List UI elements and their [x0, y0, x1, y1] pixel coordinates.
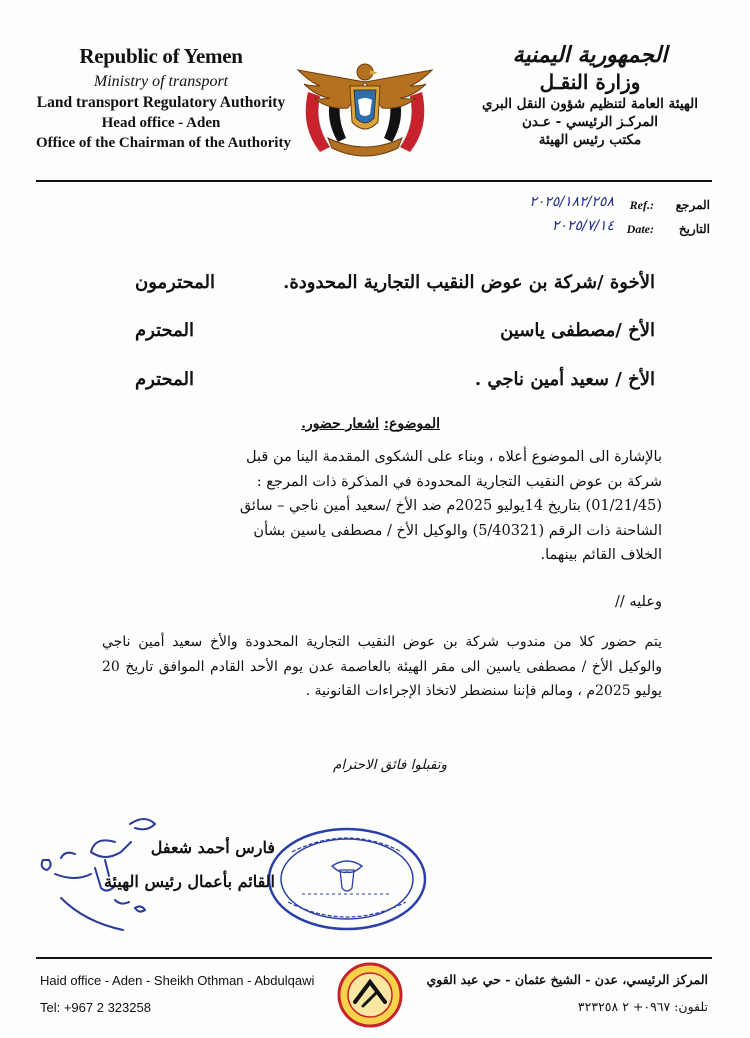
date-value: ٢٠٢٥/٧/١٤ — [551, 218, 614, 234]
ref-value: ٢٠٢٥/١٨٢/٢٥٨ — [529, 194, 614, 210]
addressee-agent — [135, 320, 655, 341]
subject-line — [301, 416, 440, 432]
header-authority-en: Land transport Regulatory Authority — [36, 94, 286, 111]
addressee-name: الأخوة /شركة بن عوض النقيب التجارية المحدودة. — [283, 272, 655, 293]
header-english — [36, 44, 291, 152]
footer-address-ar: المركز الرئيسي، عدن - الشيخ عثمان - حي عبد القوي — [426, 972, 708, 987]
reference-row — [480, 196, 710, 220]
header-arabic — [470, 42, 710, 148]
header-office-ar: المركـز الرئيسي - عـدن — [521, 114, 659, 130]
paragraph-line: الخلاف القائم بينهما. — [540, 547, 662, 563]
subject-text: اشعار حضور. — [301, 416, 379, 432]
body-paragraph-1 — [102, 445, 662, 568]
header-office-en: Head office - Aden — [101, 115, 221, 131]
header-ministry-en: Ministry of transport — [93, 73, 229, 90]
footer-arabic — [426, 972, 708, 1014]
header-country-ar: الجمهورية اليمنية — [512, 42, 668, 68]
footer-english — [40, 973, 314, 1015]
header-authority-ar: الهيئة العامة لتنظيم شؤون النقل البري — [482, 96, 698, 112]
addressee-name: الأخ /مصطفى ياسين — [500, 320, 655, 341]
footer-tel-ar: تلفون: ٠٩٦٧+ ٢ ٣٢٣٢٥٨ — [577, 999, 708, 1014]
paragraph-line: شركة بن عوض النقيب التجارية المحدودة في المذكرة ذات المرجع : — [256, 473, 662, 490]
footer-tel-en: Tel: +967 2 323258 — [40, 1000, 151, 1015]
date-row — [480, 220, 710, 244]
paragraph-line: (01/21/45) بتاريخ 14يوليو 2025م ضد الأخ /سعيد أمين ناجي – سائق — [239, 498, 662, 514]
header-country-en: Republic of Yemen — [79, 44, 243, 68]
therefore-line: وعليه // — [615, 594, 662, 610]
addressee-honorific: المحترم — [135, 369, 195, 390]
footer-divider — [36, 957, 712, 959]
yemen-eagle-emblem-icon — [290, 52, 440, 167]
ref-label-ar: المرجع — [675, 198, 710, 212]
ref-label-en: Ref.: — [629, 198, 654, 212]
authority-logo-icon — [337, 962, 403, 1028]
header-chairman-ar: مكتب رئيس الهيئة — [538, 132, 642, 148]
signer-name: فارس أحمد شعفل — [150, 838, 275, 857]
reference-block — [480, 196, 710, 244]
subject-label: الموضوع: — [383, 416, 440, 432]
addressee-name: الأخ / سعيد أمين ناجي . — [474, 369, 655, 390]
paragraph-line: الشاحنة ذات الرقم (5/40321) والوكيل الأخ / مصطفى ياسين بشأن — [253, 522, 662, 539]
date-label-ar: التاريخ — [678, 222, 710, 236]
addressee-company — [135, 272, 655, 293]
addressee-honorific: المحترمون — [135, 272, 216, 293]
addressee-honorific: المحترم — [135, 320, 195, 341]
closing-line: وتقبلوا فائق الاحترام — [333, 757, 447, 773]
official-stamp-icon — [262, 822, 432, 937]
header-chairman-en: Office of the Chairman of the Authority — [36, 135, 291, 151]
body-paragraph-2: يتم حضور كلا من مندوب شركة بن عوض النقيب التجارية المحدودة والأخ سعيد أمين ناجي والوكيل الأخ / مصطفى ياسين الى مقر الهيئة بالعاصمة عدن يوم الأحد القادم الموافق تاريخ 20 يوليو 2025م ، ومالم فإننا سنضطر لاتخاذ الإجراءات القانونية . — [102, 634, 662, 699]
header-ministry-ar: وزارة النقـل — [539, 70, 641, 94]
header-divider — [36, 180, 712, 182]
addressee-driver — [135, 369, 655, 390]
paragraph-line: بالإشارة الى الموضوع أعلاه ، وبناء على الشكوى المقدمة الينا من قبل — [246, 449, 662, 465]
date-label-en: Date: — [626, 222, 654, 236]
signer-title: القائم بأعمال رئيس الهيئة — [103, 872, 275, 891]
footer-address-en: Haid office - Aden - Sheikh Othman - Abdulqawi — [40, 973, 315, 988]
